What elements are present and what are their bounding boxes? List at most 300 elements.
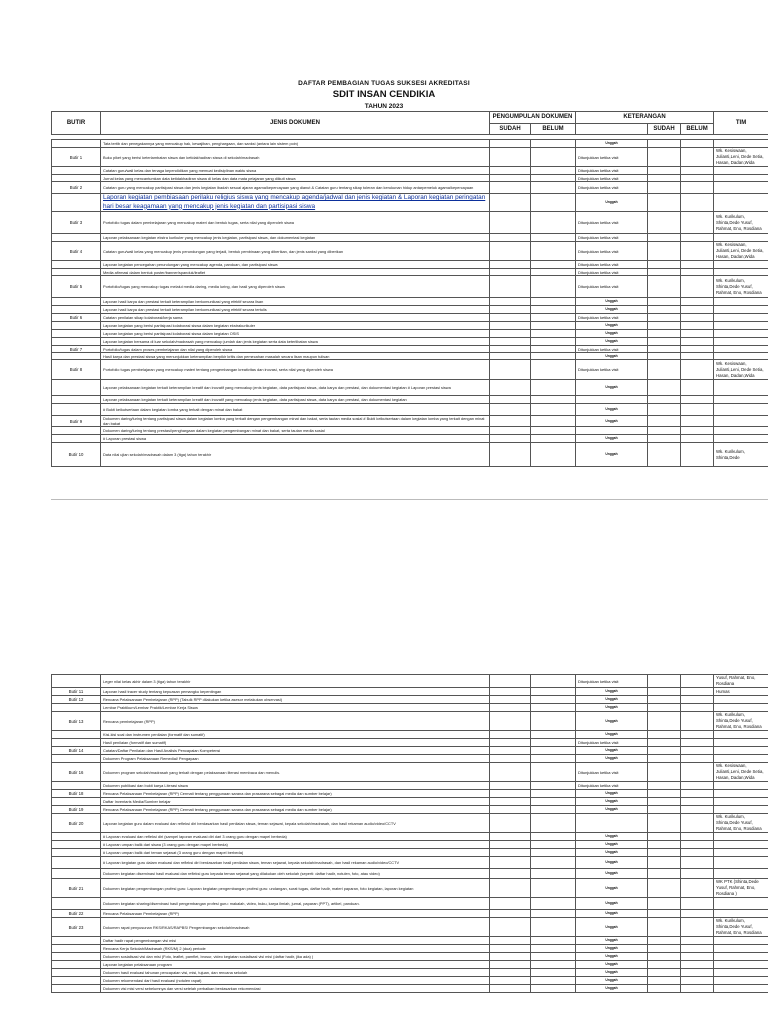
belum2-cell (681, 747, 714, 755)
table-row (52, 910, 768, 918)
sudah2-cell (648, 814, 681, 833)
butir-cell (52, 435, 101, 443)
belum-cell (531, 443, 576, 467)
sudah2-cell (648, 306, 681, 314)
keterangan-cell: Ditunjukkan ketika visit (576, 782, 648, 790)
table-row (52, 360, 768, 380)
belum2-cell (681, 841, 714, 849)
sudah-cell (490, 937, 531, 945)
keterangan-cell: Unggah (576, 910, 648, 918)
sudah-cell (490, 755, 531, 763)
sudah2-cell (648, 747, 681, 755)
table-row (52, 416, 768, 427)
tim-cell: Wk. Kesiswaan, Julianti,Leni, Dede Setia, Hasan, Dadan,Wida (714, 148, 768, 167)
tim-cell (714, 435, 768, 443)
belum-cell (531, 739, 576, 747)
belum2-cell (681, 242, 714, 261)
sudah2-cell (648, 212, 681, 234)
sudah-cell (490, 806, 531, 814)
butir-cell (52, 404, 101, 416)
keterangan-cell: Unggah (576, 688, 648, 696)
document-cell: Laporan pelaksanaan kegiatan ekstra kurikuler yang mencakup jenis kegiatan, partisipasi siswa, dan dokumentasi kegiatan (101, 234, 490, 242)
belum-cell (531, 953, 576, 961)
sudah-cell (490, 688, 531, 696)
belum2-cell (681, 696, 714, 704)
table-row (52, 798, 768, 806)
tim-cell (714, 322, 768, 330)
butir-cell (52, 306, 101, 314)
tim-cell: Wk. Kurikulum, Shinta,Dede Yusuf, Rahmat, Eno, Rosdiana (714, 918, 768, 937)
tim-cell (714, 898, 768, 910)
table-row (52, 435, 768, 443)
belum-cell (531, 857, 576, 869)
butir-cell: Butir 10 (52, 443, 101, 467)
belum-cell (531, 814, 576, 833)
keterangan-cell: Ditunjukkan ketika visit (576, 182, 648, 194)
tim-cell (714, 140, 768, 148)
belum2-cell (681, 857, 714, 869)
belum-cell (531, 353, 576, 360)
sudah-cell (490, 898, 531, 910)
belum-cell (531, 849, 576, 857)
col-jenis-dokumen-header: JENIS DOKUMEN (101, 112, 490, 135)
sudah2-cell (648, 696, 681, 704)
belum-cell (531, 404, 576, 416)
butir-cell (52, 985, 101, 993)
table-row (52, 782, 768, 790)
butir-cell (52, 977, 101, 985)
tim-cell (714, 798, 768, 806)
document-cell: Media afirmasi dalam bentuk poster/banner/spanduk/leaflet (101, 269, 490, 276)
belum2-cell (681, 945, 714, 953)
table-row (52, 937, 768, 945)
document-cell: Rencana Kerja Sekolah/Madrasah (RKS/M) 2 (dua) periode (101, 945, 490, 953)
keterangan-cell: Unggah (576, 969, 648, 977)
table-row (52, 985, 768, 993)
butir-cell: Butir 13 (52, 712, 101, 731)
table-row (52, 261, 768, 269)
document-cell: Dokumen Program Pelaksanaan Remedial/ Pengayaan (101, 755, 490, 763)
sudah2-cell (648, 977, 681, 985)
sudah-cell (490, 242, 531, 261)
sudah2-cell (648, 234, 681, 242)
butir-cell: Butir 23 (52, 918, 101, 937)
butir-cell (52, 175, 101, 182)
belum2-cell (681, 167, 714, 175)
document-cell: # Laporan umpan balik dari siswa (3 orang guru dengan mapel berbeda) (101, 841, 490, 849)
belum2-cell (681, 755, 714, 763)
keterangan-cell: Ditunjukkan ketika visit (576, 739, 648, 747)
belum2-cell (681, 182, 714, 194)
document-cell: # Laporan prestasi siswa (101, 435, 490, 443)
sudah2-cell (648, 869, 681, 879)
document-cell: Laporan kegiatan pelaksanaan program (101, 961, 490, 969)
keterangan-cell: Unggah (576, 755, 648, 763)
sudah-cell (490, 353, 531, 360)
table-row (52, 898, 768, 910)
butir-cell (52, 380, 101, 396)
school-name: SDIT INSAN CENDIKIA (332, 89, 436, 100)
sudah2-cell (648, 833, 681, 841)
sudah-cell (490, 857, 531, 869)
belum-cell (531, 918, 576, 937)
sudah2-cell (648, 269, 681, 276)
tim-cell (714, 314, 768, 322)
sudah2-cell (648, 194, 681, 212)
belum-cell (531, 269, 576, 276)
butir-cell: Butir 14 (52, 747, 101, 755)
belum2-cell (681, 353, 714, 360)
document-title: DAFTAR PEMBAGIAN TUGAS SUKSESI AKREDITASI (298, 80, 470, 87)
tim-cell (714, 969, 768, 977)
tim-cell (714, 306, 768, 314)
table-header (51, 111, 768, 135)
sudah2-cell (648, 175, 681, 182)
document-cell: Daftar hadir rapat pengembangan visi misi (101, 937, 490, 945)
belum2-cell (681, 338, 714, 346)
belum2-cell (681, 212, 714, 234)
butir-cell (52, 849, 101, 857)
col-sudah-header: SUDAH (490, 124, 531, 135)
table-row (52, 849, 768, 857)
sudah2-cell (648, 704, 681, 712)
table-row (52, 969, 768, 977)
document-cell: Dokumen daring/luring tentang prestasi/penghargaan dalam kegiatan pengembangan minat dan bakat, serta tautan media sosial (101, 427, 490, 435)
document-cell: Catatan penilaian sikap kolaborasi/kerja sama (101, 314, 490, 322)
belum-cell (531, 945, 576, 953)
belum-cell (531, 148, 576, 167)
belum-cell (531, 969, 576, 977)
sudah2-cell (648, 945, 681, 953)
tim-cell (714, 346, 768, 353)
document-cell: Data nilai ujian sekolah/madrasah dalam 3 (tiga) tahun terakhir (101, 443, 490, 467)
keterangan-cell: Unggah (576, 937, 648, 945)
butir-cell (52, 234, 101, 242)
tim-cell: Wk. Kurikulum, Shinta,Dede Yusuf, Rahmat, Eno, Rosdiana (714, 212, 768, 234)
sudah-cell (490, 416, 531, 427)
sudah-cell (490, 869, 531, 879)
belum-cell (531, 879, 576, 898)
belum2-cell (681, 346, 714, 353)
sudah2-cell (648, 937, 681, 945)
sudah2-cell (648, 739, 681, 747)
belum-cell (531, 194, 576, 212)
keterangan-cell: Unggah (576, 985, 648, 993)
butir-cell (52, 857, 101, 869)
belum2-cell (681, 269, 714, 276)
sudah-cell (490, 849, 531, 857)
sudah2-cell (648, 416, 681, 427)
butir-cell (52, 953, 101, 961)
keterangan-cell: Unggah (576, 961, 648, 969)
table-row (52, 404, 768, 416)
sudah2-cell (648, 242, 681, 261)
belum2-cell (681, 918, 714, 937)
keterangan-cell: Unggah (576, 918, 648, 937)
sudah-cell (490, 148, 531, 167)
sudah-cell (490, 175, 531, 182)
keterangan-cell: Unggah (576, 945, 648, 953)
sudah-cell (490, 704, 531, 712)
butir-cell (52, 869, 101, 879)
belum2-cell (681, 396, 714, 404)
table-row (52, 443, 768, 467)
butir-cell: Butir 11 (52, 688, 101, 696)
tim-cell (714, 833, 768, 841)
belum-cell (531, 182, 576, 194)
belum2-cell (681, 969, 714, 977)
keterangan-cell: Ditunjukkan ketika visit (576, 346, 648, 353)
document-cell: Dokumen daring/luring tentang partisipasi siswa dalam kegiatan lomba yang terkait dengan pengembangan minat dan bakat, serta tautan media sosial # Bukti keikutsertaan dalam kegiatan lomba yang terkait dengan minat dan bakat (101, 416, 490, 427)
sudah2-cell (648, 857, 681, 869)
table-row (52, 688, 768, 696)
butir-cell: Butir 5 (52, 276, 101, 298)
table-row (52, 977, 768, 985)
keterangan-cell: Ditunjukkan ketika visit (576, 763, 648, 782)
sudah-cell (490, 739, 531, 747)
tim-cell (714, 747, 768, 755)
keterangan-cell: Ditunjukkan ketika visit (576, 269, 648, 276)
butir-cell (52, 731, 101, 739)
document-cell: Rencana Pelaksanaan Pembelajaran (RPP) Cermati tentang penggunaan sarana dan prasarana sebagai media dan sumber belajar) (101, 806, 490, 814)
belum-cell (531, 675, 576, 688)
sudah-cell (490, 833, 531, 841)
table-row (52, 194, 768, 212)
belum2-cell (681, 443, 714, 467)
belum2-cell (681, 763, 714, 782)
sudah-cell (490, 841, 531, 849)
sudah2-cell (648, 712, 681, 731)
belum-cell (531, 346, 576, 353)
belum-cell (531, 360, 576, 380)
belum2-cell (681, 322, 714, 330)
tim-cell (714, 696, 768, 704)
sudah-cell (490, 712, 531, 731)
tim-cell (714, 353, 768, 360)
sudah2-cell (648, 953, 681, 961)
tim-cell (714, 175, 768, 182)
table-row (52, 755, 768, 763)
document-cell: Leger nilai kelas akhir dalam 3 (tiga) tahun terakhir (101, 675, 490, 688)
document-cell: Portofolio/tugas yang mencakup tugas melalui media daring, media luring, dan hasil yang diperoleh siswa (101, 276, 490, 298)
sudah-cell (490, 306, 531, 314)
sudah-cell (490, 182, 531, 194)
table-row (52, 675, 768, 688)
col-keterangan-header: KETERANGAN (576, 112, 714, 124)
belum-cell (531, 704, 576, 712)
keterangan-cell: Unggah (576, 798, 648, 806)
keterangan-cell: Unggah (576, 322, 648, 330)
table-row (52, 269, 768, 276)
sudah-cell (490, 167, 531, 175)
belum-cell (531, 977, 576, 985)
sudah-cell (490, 276, 531, 298)
document-cell: Hasil karya dan prestasi siswa yang menunjukkan keterampilan berpikir kritis dan pemecahan masalah secara lisan maupun tulisan (101, 353, 490, 360)
butir-cell (52, 298, 101, 306)
table-row (52, 857, 768, 869)
sudah-cell (490, 879, 531, 898)
page-break-line (51, 499, 768, 500)
butir-cell (52, 675, 101, 688)
table-row (52, 330, 768, 338)
table-row (52, 961, 768, 969)
sudah-cell (490, 435, 531, 443)
tim-cell (714, 704, 768, 712)
col-sudah2-header: SUDAH (648, 124, 681, 135)
belum2-cell (681, 148, 714, 167)
belum2-cell (681, 739, 714, 747)
belum-cell (531, 798, 576, 806)
tim-cell (714, 298, 768, 306)
document-cell: Laporan hasil tracer study tentang kepuasan pemangku kepentingan (101, 688, 490, 696)
sudah-cell (490, 314, 531, 322)
keterangan-cell: Unggah (576, 747, 648, 755)
tim-cell (714, 234, 768, 242)
table-row (52, 212, 768, 234)
tim-cell (714, 977, 768, 985)
document-cell: Laporan pelaksanaan kegiatan terkait keterampilan kreatif dan inovatif yang mencakup jenis kegiatan, data partisipasi siswa, data karya dan prestasi, dan dokumentasi kegiatan (101, 396, 490, 404)
sudah2-cell (648, 841, 681, 849)
tim-cell (714, 857, 768, 869)
belum2-cell (681, 937, 714, 945)
butir-cell (52, 755, 101, 763)
sudah2-cell (648, 910, 681, 918)
belum-cell (531, 338, 576, 346)
belum-cell (531, 712, 576, 731)
belum2-cell (681, 435, 714, 443)
sudah2-cell (648, 298, 681, 306)
sudah-cell (490, 380, 531, 396)
butir-cell (52, 261, 101, 269)
tim-cell (714, 869, 768, 879)
butir-cell: Butir 18 (52, 790, 101, 798)
butir-cell (52, 798, 101, 806)
sudah2-cell (648, 675, 681, 688)
document-cell: # Laporan evaluasi dan refleksi diri (sampel laporan evaluasi diri dari 3 orang guru dengan mapel berbeda) (101, 833, 490, 841)
keterangan-cell: Unggah (576, 879, 648, 898)
belum2-cell (681, 330, 714, 338)
tim-cell (714, 961, 768, 969)
belum2-cell (681, 194, 714, 212)
sudah-cell (490, 985, 531, 993)
keterangan-cell: Unggah (576, 298, 648, 306)
document-cell: Laporan kegiatan guru dalam evaluasi dan refleksi diri berdasarkan hasil penilaian siswa, teman sejawat, kepala sekolah/madrasah, dan hasil rekaman audio/video/CCTV (101, 814, 490, 833)
document-cell: Dokumen hasil evaluasi tahunan pencapaian visi, misi, tujuan, dan rencana sekolah (101, 969, 490, 977)
document-cell: Catatan guru/wali kelas dan tenaga kependidikan yang memuat kedisiplinan waktu siswa (101, 167, 490, 175)
belum-cell (531, 782, 576, 790)
table-row (52, 879, 768, 898)
tim-cell: Humas (714, 688, 768, 696)
sudah-cell (490, 945, 531, 953)
keterangan-cell: Unggah (576, 849, 648, 857)
document-cell: Dokumen publikasi dan bukti karya Literasi siswa (101, 782, 490, 790)
sudah2-cell (648, 404, 681, 416)
table-row (52, 731, 768, 739)
sudah-cell (490, 918, 531, 937)
table-row (52, 790, 768, 798)
butir-cell: Butir 6 (52, 314, 101, 322)
belum2-cell (681, 360, 714, 380)
butir-cell: Butir 19 (52, 806, 101, 814)
sudah-cell (490, 140, 531, 148)
document-cell: Laporan hasil karya dan prestasi terkait keterampilan berkomunikasi yang efektif secara tertulis (101, 306, 490, 314)
belum-cell (531, 140, 576, 148)
sudah-cell (490, 790, 531, 798)
belum-cell (531, 869, 576, 879)
belum-cell (531, 961, 576, 969)
belum-cell (531, 985, 576, 993)
document-cell: Rencana pembelajaran (RPP) (101, 712, 490, 731)
belum-cell (531, 306, 576, 314)
table-page-1 (51, 139, 768, 467)
sudah-cell (490, 298, 531, 306)
butir-cell (52, 322, 101, 330)
sudah-cell (490, 782, 531, 790)
document-cell: Portofolio tugas dalam pembelajaran yang mencakup materi dan bentuk tugas, serta nilai yang diperoleh siswa (101, 212, 490, 234)
table-row (52, 148, 768, 167)
tim-cell: WK PTK (Shinta,Dede Yusuf, Rahmat, Eno, Rosdiana ) (714, 879, 768, 898)
table-row (52, 346, 768, 353)
table-row (52, 306, 768, 314)
belum-cell (531, 937, 576, 945)
tim-cell: Yusuf, Rahmat, Eno, Rosdiana (714, 675, 768, 688)
butir-cell (52, 140, 101, 148)
document-cell: Catatan/Daftar Penilaian dan Hasil Analisis Pencapaian Kompetensi (101, 747, 490, 755)
sudah2-cell (648, 443, 681, 467)
belum-cell (531, 763, 576, 782)
keterangan-cell (576, 427, 648, 435)
keterangan-cell: Ditunjukkan ketika visit (576, 175, 648, 182)
butir-cell: Butir 2 (52, 182, 101, 194)
col-tim-header: TIM (714, 112, 768, 135)
belum2-cell (681, 849, 714, 857)
belum-cell (531, 380, 576, 396)
document-cell: Laporan kegiatan yang berisi partisipasi kolaborasi siswa dalam kegiatan OSIS (101, 330, 490, 338)
keterangan-cell: Unggah (576, 443, 648, 467)
sudah2-cell (648, 755, 681, 763)
keterangan-cell: Unggah (576, 857, 648, 869)
sudah2-cell (648, 961, 681, 969)
table-row (52, 806, 768, 814)
sudah-cell (490, 731, 531, 739)
belum-cell (531, 790, 576, 798)
table-page-2 (51, 674, 768, 993)
sudah2-cell (648, 396, 681, 404)
belum2-cell (681, 380, 714, 396)
table-row (52, 712, 768, 731)
table-row (52, 814, 768, 833)
sudah2-cell (648, 898, 681, 910)
document-year: TAHUN 2023 (364, 103, 404, 110)
sudah2-cell (648, 314, 681, 322)
col-belum2-header: BELUM (681, 124, 714, 135)
belum2-cell (681, 140, 714, 148)
document-cell: Laporan kegiatan yang berisi partisipasi kolaborasi siswa dalam kegiatan ekstrakurikuler (101, 322, 490, 330)
butir-cell (52, 194, 101, 212)
sudah2-cell (648, 790, 681, 798)
table-row (52, 763, 768, 782)
keterangan-cell: Unggah (576, 435, 648, 443)
tim-cell (714, 731, 768, 739)
sudah-cell (490, 977, 531, 985)
belum-cell (531, 910, 576, 918)
document-cell: Dokumen kegiatan diseminasi hasil evaluasi dan refleksi guru kepada teman sejawat yang dilakukan oleh sekolah (seperti: daftar hadir, notulen, foto, atau video) (101, 869, 490, 879)
table-row (52, 182, 768, 194)
tim-cell (714, 782, 768, 790)
sudah-cell (490, 322, 531, 330)
butir-cell (52, 330, 101, 338)
table-row (52, 298, 768, 306)
